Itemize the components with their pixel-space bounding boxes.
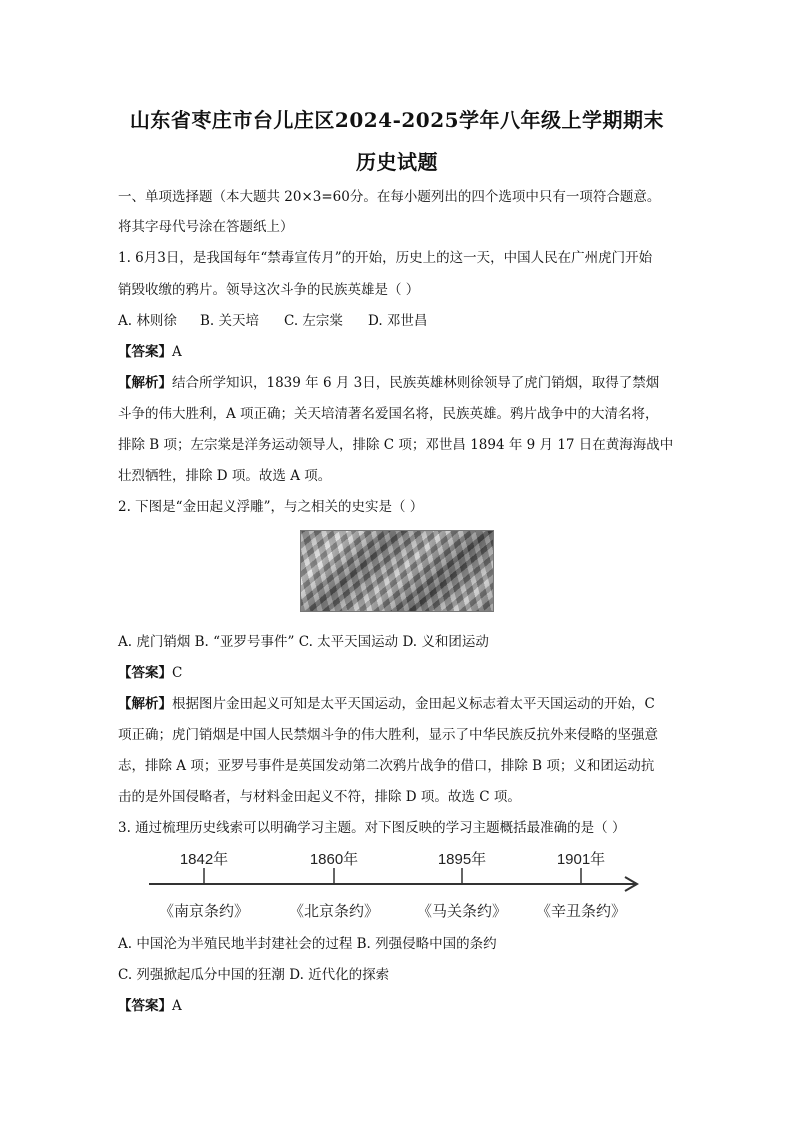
timeline-treaty: 《南京条约》 — [158, 903, 250, 920]
section-heading-cont: 将其字母代号涂在答题纸上） — [118, 219, 294, 235]
q3-options-cont: C. 列强掀起瓜分中国的狂潮 D. 近代化的探索 — [118, 967, 390, 983]
timeline-year: 1901年 — [556, 851, 606, 868]
q1-analysis-line2: 斗争的伟大胜利，A 项正确；关天培清著名爱国名将，民族英雄。鸦片战争中的大清名将， — [118, 406, 659, 422]
q1-option-c: C. 左宗棠 — [284, 313, 343, 329]
exam-subtitle: 历史试题 — [356, 150, 438, 174]
q1-answer — [118, 342, 182, 362]
timeline-treaty: 《北京条约》 — [288, 903, 380, 920]
answer-tag: 【答案】 — [118, 998, 172, 1014]
answer-tag: 【答案】 — [118, 344, 172, 360]
treaty-timeline — [145, 848, 645, 928]
answer-value: A — [172, 998, 182, 1014]
q1-option-b: B. 关天培 — [200, 313, 260, 329]
timeline-treaty: 《马关条约》 — [416, 903, 508, 920]
q1-stem-cont: 销毁收缴的鸦片。领导这次斗争的民族英雄是（ ） — [118, 282, 420, 298]
q2-analysis — [118, 694, 655, 714]
q3-options: A. 中国沦为半殖民地半封建社会的过程 B. 列强侵略中国的条约 — [118, 936, 497, 952]
q1-options — [118, 311, 427, 331]
timeline-year: 1860年 — [309, 851, 359, 868]
analysis-tag: 【解析】 — [118, 696, 172, 712]
q2-options: A. 虎门销烟 B. “亚罗号事件” C. 太平天国运动 D. 义和团运动 — [118, 634, 489, 650]
answer-tag: 【答案】 — [118, 665, 172, 681]
q2-analysis-line2: 项正确；虎门销烟是中国人民禁烟斗争的伟大胜利，显示了中华民族反抗外来侵略的坚强意 — [118, 727, 658, 743]
q2-answer — [118, 663, 182, 683]
timeline-treaty: 《辛丑条约》 — [535, 903, 627, 920]
answer-value: A — [172, 344, 182, 360]
q2-stem: 2. 下图是“金田起义浮雕”，与之相关的史实是（ ） — [118, 499, 424, 515]
timeline-year: 1895年 — [437, 851, 487, 868]
q1-analysis-line3: 排除 B 项；左宗棠是洋务运动领导人，排除 C 项；邓世昌 1894 年 9 月 17 日在黄海海战中 — [118, 437, 674, 453]
analysis-tag: 【解析】 — [118, 375, 172, 391]
timeline-year: 1842年 — [179, 851, 229, 868]
section-heading: 一、单项选择题（本大题共 20×3=60分。在每小题列出的四个选项中只有一项符合题意。 — [118, 189, 661, 205]
q1-option-d: D. 邓世昌 — [368, 313, 428, 329]
q2-analysis-line3: 志，排除 A 项；亚罗号事件是英国发动第二次鸦片战争的借口，排除 B 项；义和团运动抗 — [118, 758, 655, 774]
jintian-uprising-relief-image — [300, 530, 494, 612]
q1-analysis-line4: 壮烈牺牲，排除 D 项。故选 A 项。 — [118, 468, 332, 484]
analysis-text: 结合所学知识，1839 年 6 月 3日，民族英雄林则徐领导了虎门销烟，取得了禁烟 — [172, 375, 660, 391]
exam-title: 山东省枣庄市台儿庄区2024-2025学年八年级上学期期末 — [129, 108, 665, 132]
q1-analysis — [118, 373, 659, 393]
q1-stem: 1. 6月3日，是我国每年“禁毒宣传月”的开始，历史上的这一天，中国人民在广州虎门开始 — [118, 250, 653, 266]
answer-value: C — [172, 665, 183, 681]
q1-option-a: A. 林则徐 — [118, 313, 177, 329]
q3-stem: 3. 通过梳理历史线索可以明确学习主题。对下图反映的学习主题概括最准确的是（ ） — [118, 820, 626, 836]
q3-answer — [118, 996, 182, 1016]
analysis-text: 根据图片金田起义可知是太平天国运动，金田起义标志着太平天国运动的开始，C — [172, 696, 655, 712]
q2-analysis-line4: 击的是外国侵略者，与材料金田起义不符，排除 D 项。故选 C 项。 — [118, 789, 521, 805]
